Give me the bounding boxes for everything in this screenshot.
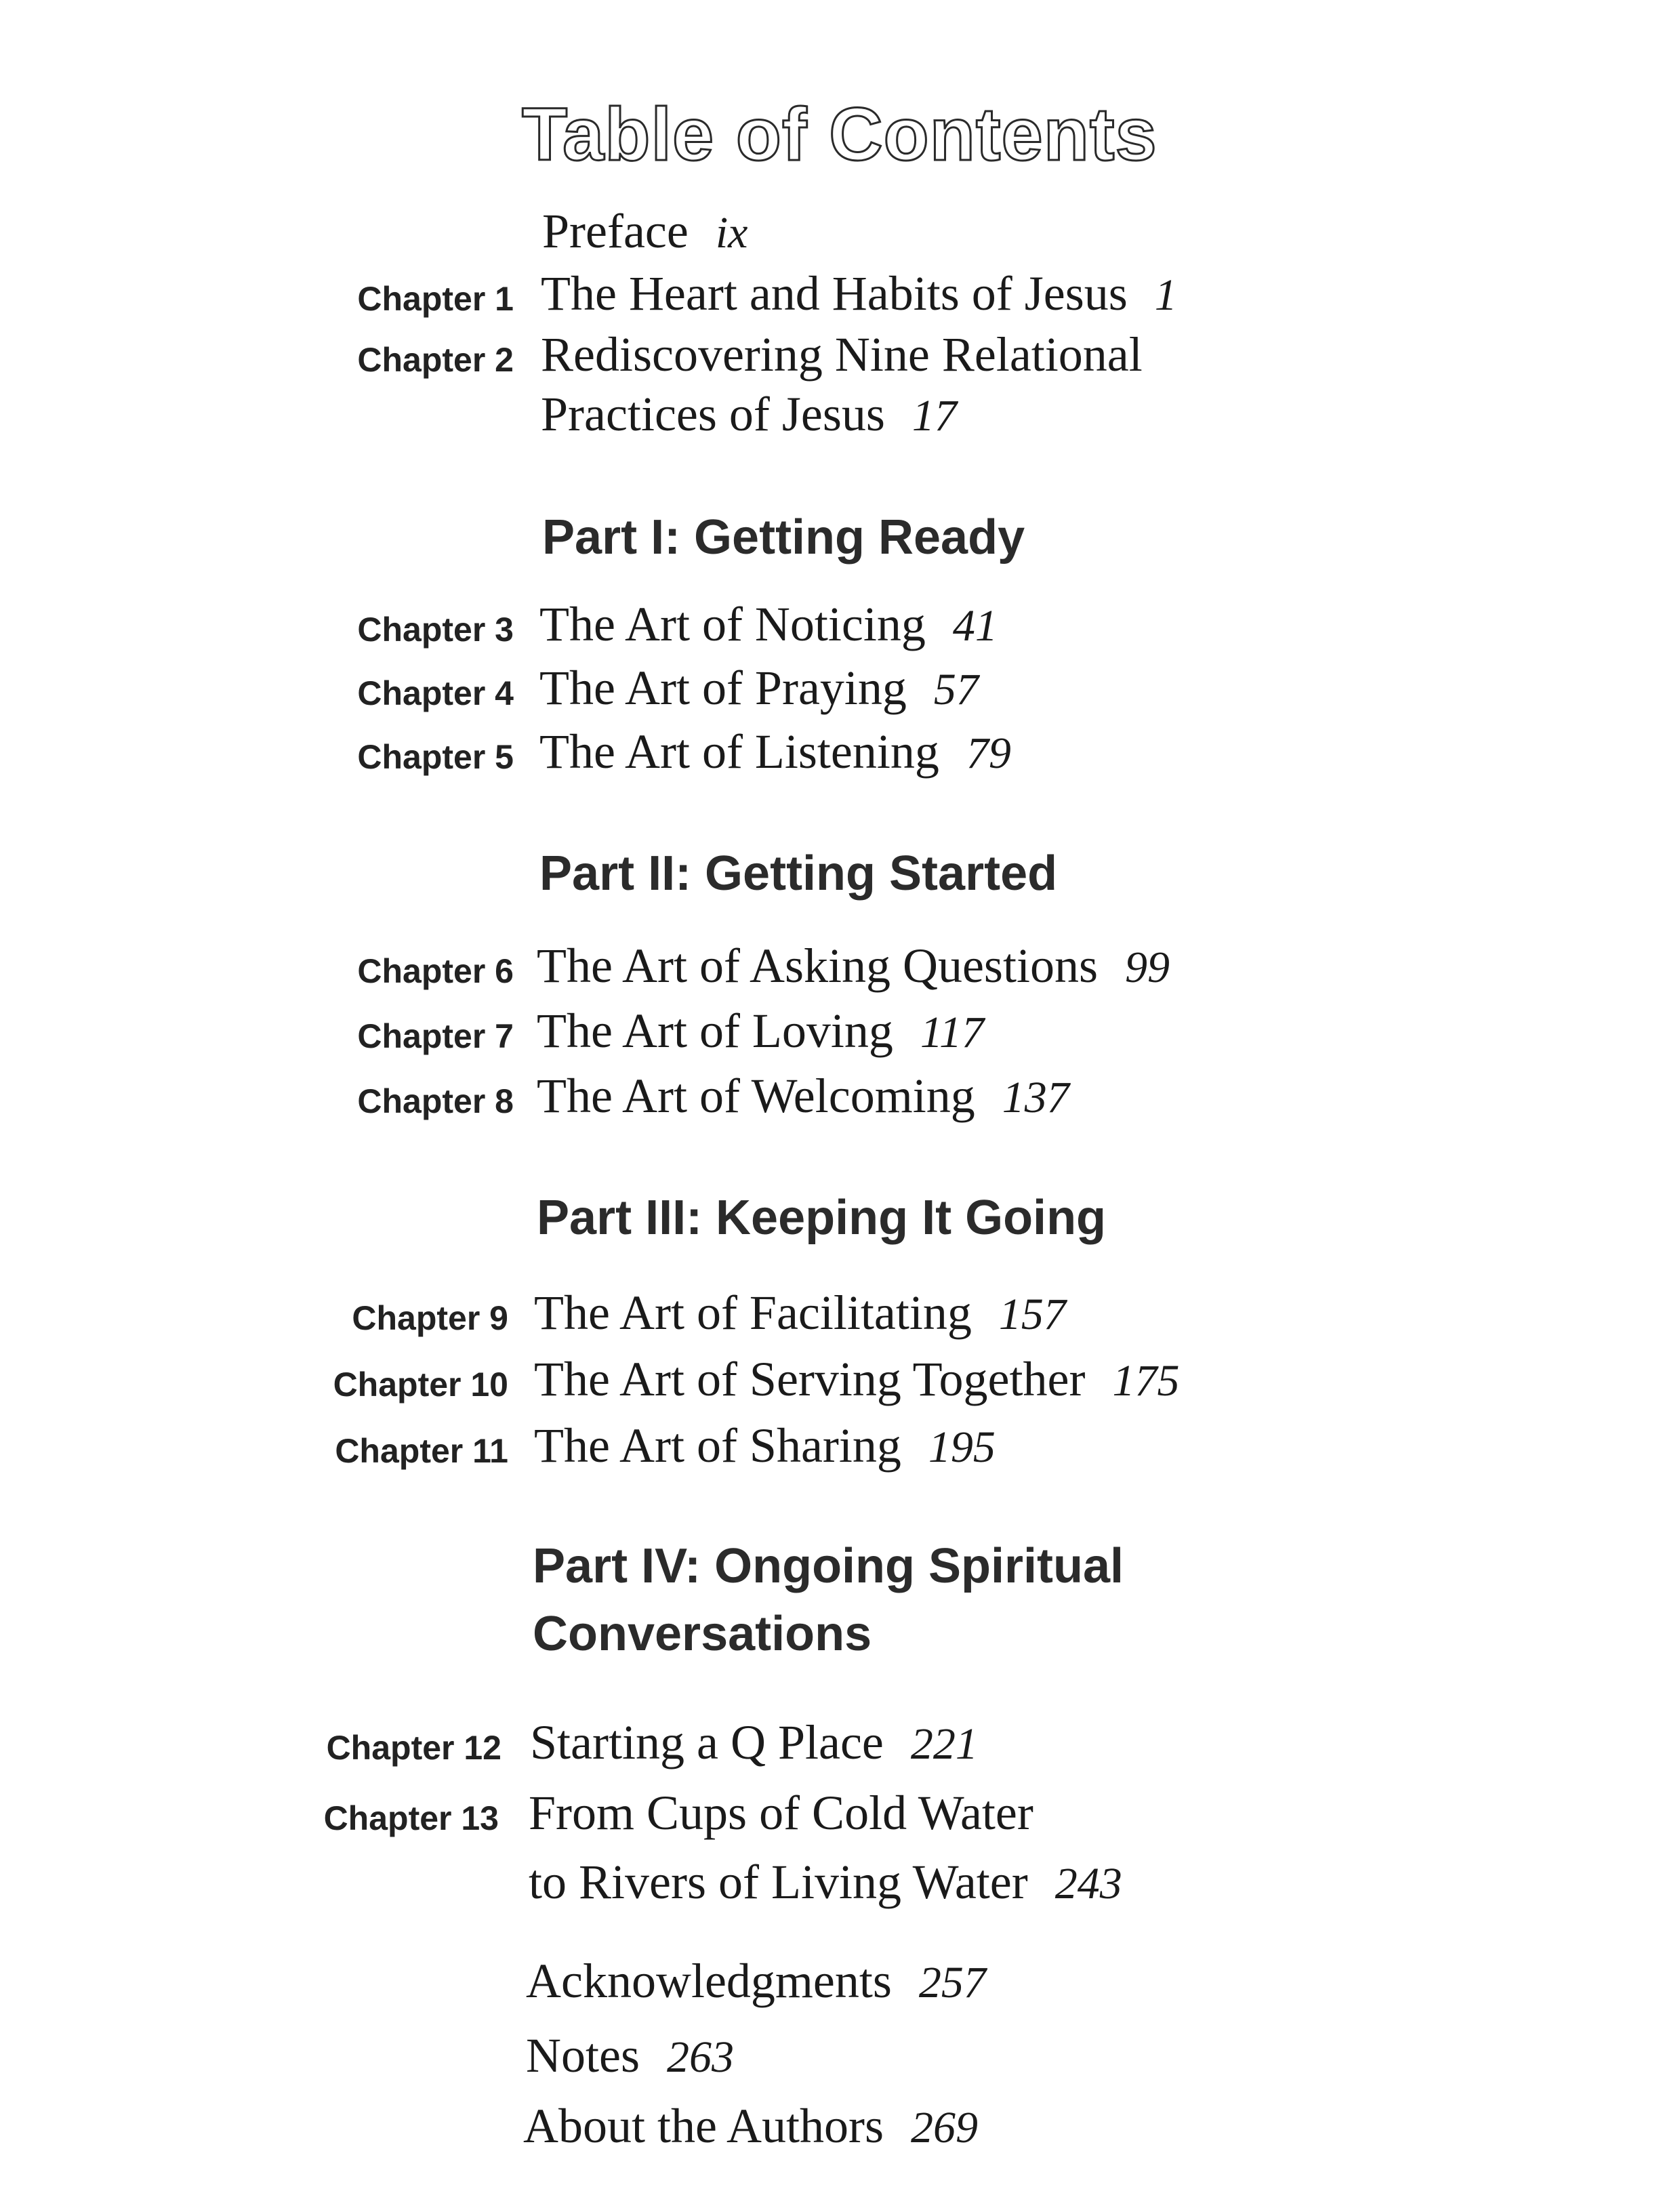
entry-title: The Art of Facilitating — [534, 1286, 972, 1340]
chapter-label: Chapter 10 — [333, 1366, 508, 1404]
toc-entry-chapter-8 — [537, 1068, 1069, 1124]
chapter-label: Chapter 8 — [357, 1082, 514, 1120]
chapter-label: Chapter 3 — [357, 611, 514, 649]
toc-entry-chapter-6 — [537, 938, 1170, 994]
entry-page: 137 — [1002, 1073, 1069, 1122]
entry-title: The Heart and Habits of Jesus — [541, 266, 1128, 321]
toc-entry-chapter-13-cont — [529, 1854, 1122, 1910]
page-title: Table of Contents — [522, 93, 1158, 176]
chapter-label: Chapter 1 — [357, 280, 514, 318]
chapter-label: Chapter 7 — [357, 1017, 514, 1055]
chapter-label: Chapter 9 — [352, 1299, 508, 1337]
entry-title-line2: Practices of Jesus — [541, 387, 885, 441]
toc-entry-notes — [526, 2028, 734, 2084]
toc-entry-chapter-11 — [534, 1418, 996, 1474]
entry-title: Acknowledgments — [526, 1954, 892, 2008]
part-heading: Part II: Getting Started — [539, 846, 1058, 901]
toc-entry-acknowledgments — [526, 1953, 986, 2009]
entry-page: 269 — [910, 2103, 978, 2152]
entry-title: The Art of Listening — [539, 724, 939, 779]
chapter-label: Chapter 5 — [357, 738, 514, 776]
entry-page: 257 — [918, 1958, 986, 2007]
entry-page: ix — [715, 208, 748, 258]
entry-title-line1: Rediscovering Nine Relational — [541, 327, 1143, 382]
entry-title: Starting a Q Place — [530, 1715, 884, 1769]
toc-entry-chapter-12 — [530, 1715, 978, 1771]
chapter-label: Chapter 11 — [335, 1432, 508, 1470]
entry-title: The Art of Loving — [537, 1004, 893, 1058]
entry-page: 117 — [920, 1008, 985, 1057]
toc-entry-chapter-2 — [541, 327, 1143, 383]
entry-page: 221 — [910, 1719, 978, 1769]
entry-title: The Art of Welcoming — [537, 1069, 975, 1123]
toc-entry-preface — [542, 203, 747, 260]
toc-entry-chapter-7 — [537, 1003, 984, 1059]
entry-title: The Art of Asking Questions — [537, 939, 1098, 993]
toc-entry-chapter-1 — [541, 266, 1177, 322]
toc-entry-chapter-5 — [539, 724, 1011, 780]
part-heading: Part IV: Ongoing Spiritual — [533, 1539, 1124, 1593]
part-heading: Part I: Getting Ready — [542, 510, 1025, 565]
chapter-label: Chapter 6 — [357, 952, 514, 990]
chapter-label: Chapter 2 — [357, 341, 514, 379]
chapter-label: Chapter 4 — [357, 674, 514, 712]
entry-title: Notes — [526, 2028, 640, 2083]
entry-title-line1: From Cups of Cold Water — [529, 1786, 1033, 1840]
toc-entry-chapter-13 — [529, 1785, 1033, 1841]
toc-entry-chapter-4 — [539, 660, 979, 716]
part-heading: Part III: Keeping It Going — [537, 1191, 1107, 1245]
entry-title: The Art of Noticing — [539, 597, 926, 651]
entry-page: 99 — [1124, 943, 1170, 992]
entry-title: The Art of Sharing — [534, 1418, 901, 1473]
entry-page: 57 — [933, 665, 979, 714]
toc-entry-chapter-3 — [539, 596, 998, 653]
part-heading-cont: Conversations — [533, 1607, 872, 1661]
entry-page: 157 — [998, 1290, 1066, 1339]
entry-title: The Art of Serving Together — [534, 1352, 1086, 1406]
entry-page: 195 — [928, 1422, 996, 1472]
entry-title-line2: to Rivers of Living Water — [529, 1855, 1028, 1909]
chapter-label: Chapter 13 — [323, 1799, 499, 1837]
entry-page: 175 — [1112, 1356, 1180, 1406]
entry-page: 79 — [966, 729, 1011, 778]
toc-entry-about-authors — [523, 2098, 978, 2154]
entry-page: 41 — [952, 601, 998, 651]
toc-entry-chapter-10 — [534, 1351, 1179, 1408]
entry-page: 17 — [912, 391, 957, 441]
entry-page: 243 — [1054, 1859, 1122, 1908]
entry-title: About the Authors — [523, 2099, 884, 2153]
entry-title: The Art of Praying — [539, 661, 907, 715]
toc-entry-chapter-9 — [534, 1285, 1066, 1341]
entry-page: 1 — [1154, 270, 1177, 320]
chapter-label: Chapter 12 — [326, 1729, 501, 1767]
toc-entry-chapter-2-cont — [541, 386, 957, 443]
entry-page: 263 — [666, 2032, 734, 2082]
entry-title: Preface — [542, 204, 689, 258]
